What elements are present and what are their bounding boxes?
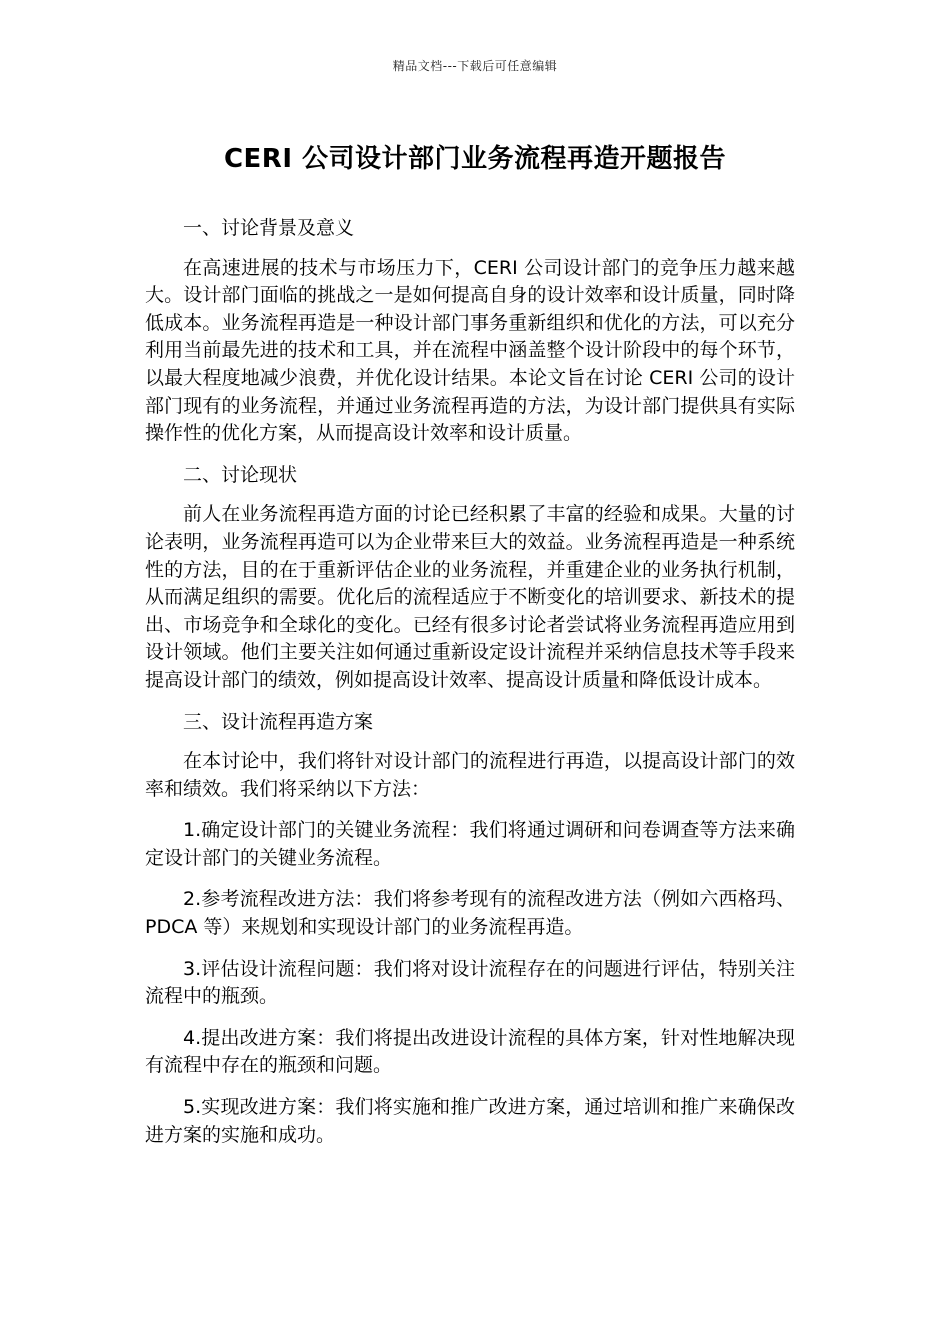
document-title: CERI 公司设计部门业务流程再造开题报告 — [223, 144, 727, 174]
list-item-2: 2.参考流程改进方法：我们将参考现有的流程改进方法（例如六西格玛、PDCA 等）来规划和实现设计部门的业务流程再造。 — [145, 888, 795, 939]
list-item-1: 1.确定设计部门的关键业务流程：我们将通过调研和问卷调查等方法来确定设计部门的关键业务流程。 — [145, 819, 795, 869]
section-heading-status: 二、讨论现状 — [183, 463, 298, 486]
paragraph-background: 在高速进展的技术与市场压力下，CERI 公司设计部门的竞争压力越来越大。设计部门面临的挑战之一是如何提高自身的设计效率和设计质量，同时降低成本。业务流程再造是一种设计部门事务重新组织和优化的方法，可以充分利用当前最先进的技术和工具，并在流程中涵盖整个设计阶段中的每个环节，以最大程度地减少浪费，并优化设计结果。本论文旨在讨论 CERI 公司的设计部门现有的业务流程，并通过业务流程再造的方法，为设计部门提供具有实际操作性的优化方案，从而提高设计效率和设计质量。 — [145, 256, 795, 445]
document-body — [145, 215, 795, 1163]
header-note: 精品文档---下载后可任意编辑 — [392, 59, 558, 73]
list-item-4: 4.提出改进方案：我们将提出改进设计流程的具体方案，针对性地解决现有流程中存在的瓶颈和问题。 — [145, 1026, 795, 1077]
paragraph-status: 前人在业务流程再造方面的讨论已经积累了丰富的经验和成果。大量的讨论表明，业务流程再造可以为企业带来巨大的效益。业务流程再造是一种系统性的方法，目的在于重新评估企业的业务流程，并重建企业的业务执行机制，从而满足组织的需要。优化后的流程适应于不断变化的培训要求、新技术的提出、市场竞争和全球化的变化。已经有很多讨论者尝试将业务流程再造应用到设计领域。他们主要关注如何通过重新设定设计流程并采纳信息技术等手段来提高设计部门的绩效，例如提高设计效率、提高设计质量和降低设计成本。 — [145, 503, 795, 691]
section-heading-background: 一、讨论背景及意义 — [183, 217, 355, 239]
list-item-5: 5.实现改进方案：我们将实施和推广改进方案，通过培训和推广来确保改进方案的实施和成功。 — [145, 1096, 795, 1146]
list-item-3: 3.评估设计流程问题：我们将对设计流程存在的问题进行评估，特别关注流程中的瓶颈。 — [145, 957, 795, 1008]
section-heading-plan: 三、设计流程再造方案 — [183, 710, 374, 733]
paragraph-plan-intro: 在本讨论中，我们将针对设计部门的流程进行再造，以提高设计部门的效率和绩效。我们将采纳以下方法： — [145, 750, 795, 800]
